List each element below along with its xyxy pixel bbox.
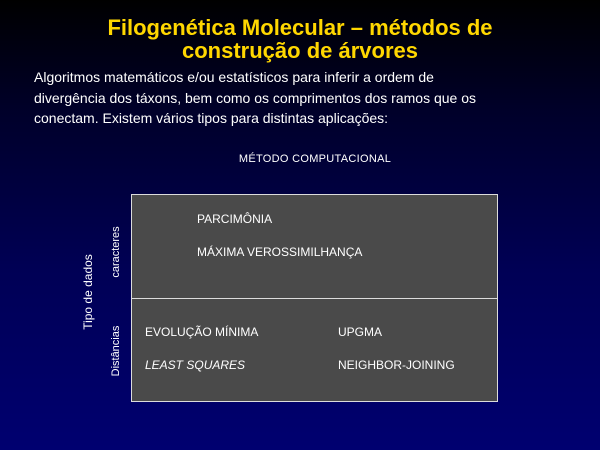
methods-table (131, 194, 498, 402)
method-maximum-likelihood: MÁXIMA VEROSSIMILHANÇA (197, 245, 363, 259)
slide-title-line-2: construção de árvores (182, 38, 418, 63)
intro-line-1: Algoritmos matemáticos e/ou estatísticos para inferir a ordem de (34, 69, 434, 85)
method-least-squares: LEAST SQUARES (145, 358, 246, 372)
intro-line-2: divergência dos táxons, bem como os comprimentos dos ramos que os (34, 89, 476, 106)
method-neighbor-joining: NEIGHBOR-JOINING (338, 358, 455, 372)
data-type-axis-label: Tipo de dados (81, 254, 95, 330)
method-minimum-evolution: EVOLUÇÃO MÍNIMA (145, 325, 259, 339)
slide-title-line-1: Filogenética Molecular – métodos de (107, 15, 493, 40)
method-column-header: MÉTODO COMPUTACIONAL (238, 153, 392, 165)
distances-row-label: Distâncias (110, 325, 122, 377)
slide-title (0, 16, 600, 62)
intro-text (34, 67, 584, 129)
method-upgma: UPGMA (338, 325, 383, 339)
characters-row-label: caracteres (110, 226, 122, 278)
method-parsimony: PARCIMÔNIA (197, 212, 273, 226)
intro-line-3: conectam. Existem vários tipos para distintas aplicações: (34, 110, 389, 126)
table-divider (132, 298, 497, 299)
